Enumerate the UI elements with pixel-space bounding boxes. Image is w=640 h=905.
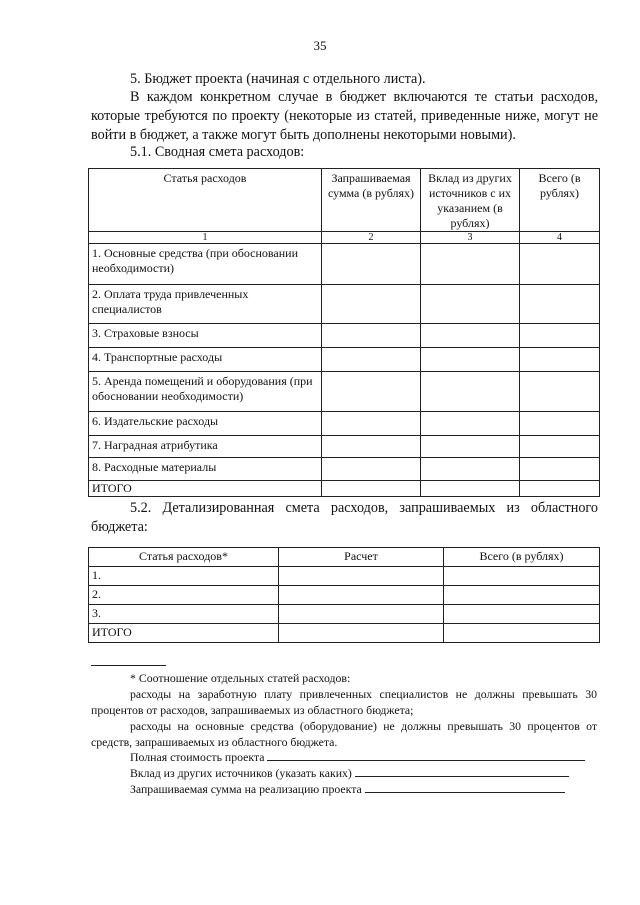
total-cell[interactable]: [520, 481, 600, 497]
table-row: [89, 348, 600, 372]
total-cell[interactable]: [520, 348, 600, 372]
total-cell[interactable]: [444, 605, 600, 624]
section-5-intro: В каждом конкретном случае в бюджет включаются те статьи расходов, которые требуются по проекту (некоторые из статей, приведенные ниже, могут не войти в бюджет, а также могут быть дополнены некоторыми новыми).: [91, 89, 598, 143]
column-number: 4: [520, 232, 600, 244]
column-header: Статья расходов: [89, 169, 322, 232]
other-sources-cell[interactable]: [421, 436, 520, 458]
table-row: [89, 372, 600, 412]
expense-item-label: 1. Основные средства (при обосновании необходимости): [89, 244, 322, 285]
footnote-title: * Соотношение отдельных статей расходов:: [130, 671, 351, 685]
column-number: 2: [322, 232, 421, 244]
detailed-budget-table: [88, 547, 600, 643]
expense-item-label: 7. Наградная атрибутика: [89, 436, 322, 458]
total-cell[interactable]: [444, 624, 600, 643]
expense-item-label: 1.: [89, 567, 279, 586]
footnote-salary-limit: расходы на заработную плату привлеченных специалистов не должны превышать 30 процентов от расходов, запрашиваемых из областного бюджета;: [91, 687, 597, 717]
calculation-cell[interactable]: [279, 567, 444, 586]
requested-sum-line: [91, 781, 597, 797]
requested-amount-cell[interactable]: [322, 481, 421, 497]
table-row: [89, 605, 600, 624]
table-header-row: [89, 548, 600, 567]
expense-item-label: 2.: [89, 586, 279, 605]
other-sources-blank[interactable]: [355, 765, 569, 777]
table-row: [89, 586, 600, 605]
requested-amount-cell[interactable]: [322, 436, 421, 458]
column-number-row: [89, 232, 600, 244]
column-header: Вклад из других источников с их указанием (в рублях): [421, 169, 520, 232]
requested-amount-cell[interactable]: [322, 244, 421, 285]
column-header: Запрашиваемая сумма (в рублях): [322, 169, 421, 232]
total-cost-blank[interactable]: [267, 749, 585, 761]
column-header: Статья расходов*: [89, 548, 279, 567]
calculation-cell[interactable]: [279, 624, 444, 643]
total-label: ИТОГО: [89, 481, 322, 497]
table-total-row: [89, 624, 600, 643]
other-sources-cell[interactable]: [421, 285, 520, 324]
total-cell[interactable]: [520, 324, 600, 348]
section-5-heading: 5. Бюджет проекта (начиная с отдельного листа).: [130, 71, 426, 87]
other-sources-cell[interactable]: [421, 412, 520, 436]
expense-item-label: 5. Аренда помещений и оборудования (при обосновании необходимости): [89, 372, 322, 412]
other-sources-cell[interactable]: [421, 458, 520, 481]
requested-amount-cell[interactable]: [322, 458, 421, 481]
other-sources-cell[interactable]: [421, 244, 520, 285]
footnote-equipment-limit: расходы на основные средства (оборудование) не должны превышать 30 процентов от средств, запрашиваемых из областного бюджета.: [91, 719, 597, 749]
expense-item-label: 3. Страховые взносы: [89, 324, 322, 348]
total-label: ИТОГО: [89, 624, 279, 643]
section-5-2-heading: 5.2. Детализированная смета расходов, запрашиваемых из областного бюджета:: [91, 500, 598, 535]
other-sources-cell[interactable]: [421, 348, 520, 372]
requested-amount-cell[interactable]: [322, 372, 421, 412]
column-number: 3: [421, 232, 520, 244]
total-cell[interactable]: [520, 285, 600, 324]
footnote-separator: [91, 665, 166, 666]
expense-item-label: 2. Оплата труда привлеченных специалистов: [89, 285, 322, 324]
total-cell[interactable]: [520, 412, 600, 436]
expense-item-label: 8. Расходные материалы: [89, 458, 322, 481]
requested-amount-cell[interactable]: [322, 412, 421, 436]
other-sources-cell[interactable]: [421, 481, 520, 497]
table-row: [89, 458, 600, 481]
other-sources-cell[interactable]: [421, 324, 520, 348]
table-row: [89, 285, 600, 324]
column-header: Расчет: [279, 548, 444, 567]
total-cell[interactable]: [520, 458, 600, 481]
calculation-cell[interactable]: [279, 605, 444, 624]
requested-sum-blank[interactable]: [365, 781, 565, 793]
requested-sum-label: Запрашиваемая сумма на реализацию проекта: [130, 782, 362, 796]
table-row: [89, 324, 600, 348]
table-row: [89, 412, 600, 436]
summary-budget-table: [88, 168, 600, 497]
total-cell[interactable]: [520, 244, 600, 285]
requested-amount-cell[interactable]: [322, 324, 421, 348]
total-cell[interactable]: [520, 372, 600, 412]
other-sources-line: [91, 765, 597, 781]
expense-item-label: 3.: [89, 605, 279, 624]
table-row: [89, 244, 600, 285]
expense-item-label: 4. Транспортные расходы: [89, 348, 322, 372]
other-sources-cell[interactable]: [421, 372, 520, 412]
total-cell[interactable]: [444, 567, 600, 586]
requested-amount-cell[interactable]: [322, 348, 421, 372]
calculation-cell[interactable]: [279, 586, 444, 605]
section-5-1-heading: 5.1. Сводная смета расходов:: [130, 144, 305, 160]
page-number: 35: [313, 38, 327, 53]
column-number: 1: [89, 232, 322, 244]
total-cell[interactable]: [444, 586, 600, 605]
table-row: [89, 436, 600, 458]
expense-item-label: 6. Издательские расходы: [89, 412, 322, 436]
column-header: Всего (в рублях): [520, 169, 600, 232]
total-cost-label: Полная стоимость проекта: [130, 750, 265, 764]
total-cell[interactable]: [520, 436, 600, 458]
total-cost-line: [91, 749, 597, 765]
table-total-row: [89, 481, 600, 497]
table-row: [89, 567, 600, 586]
column-header: Всего (в рублях): [444, 548, 600, 567]
other-sources-label: Вклад из других источников (указать каких): [130, 766, 352, 780]
requested-amount-cell[interactable]: [322, 285, 421, 324]
table-header-row: [89, 169, 600, 232]
